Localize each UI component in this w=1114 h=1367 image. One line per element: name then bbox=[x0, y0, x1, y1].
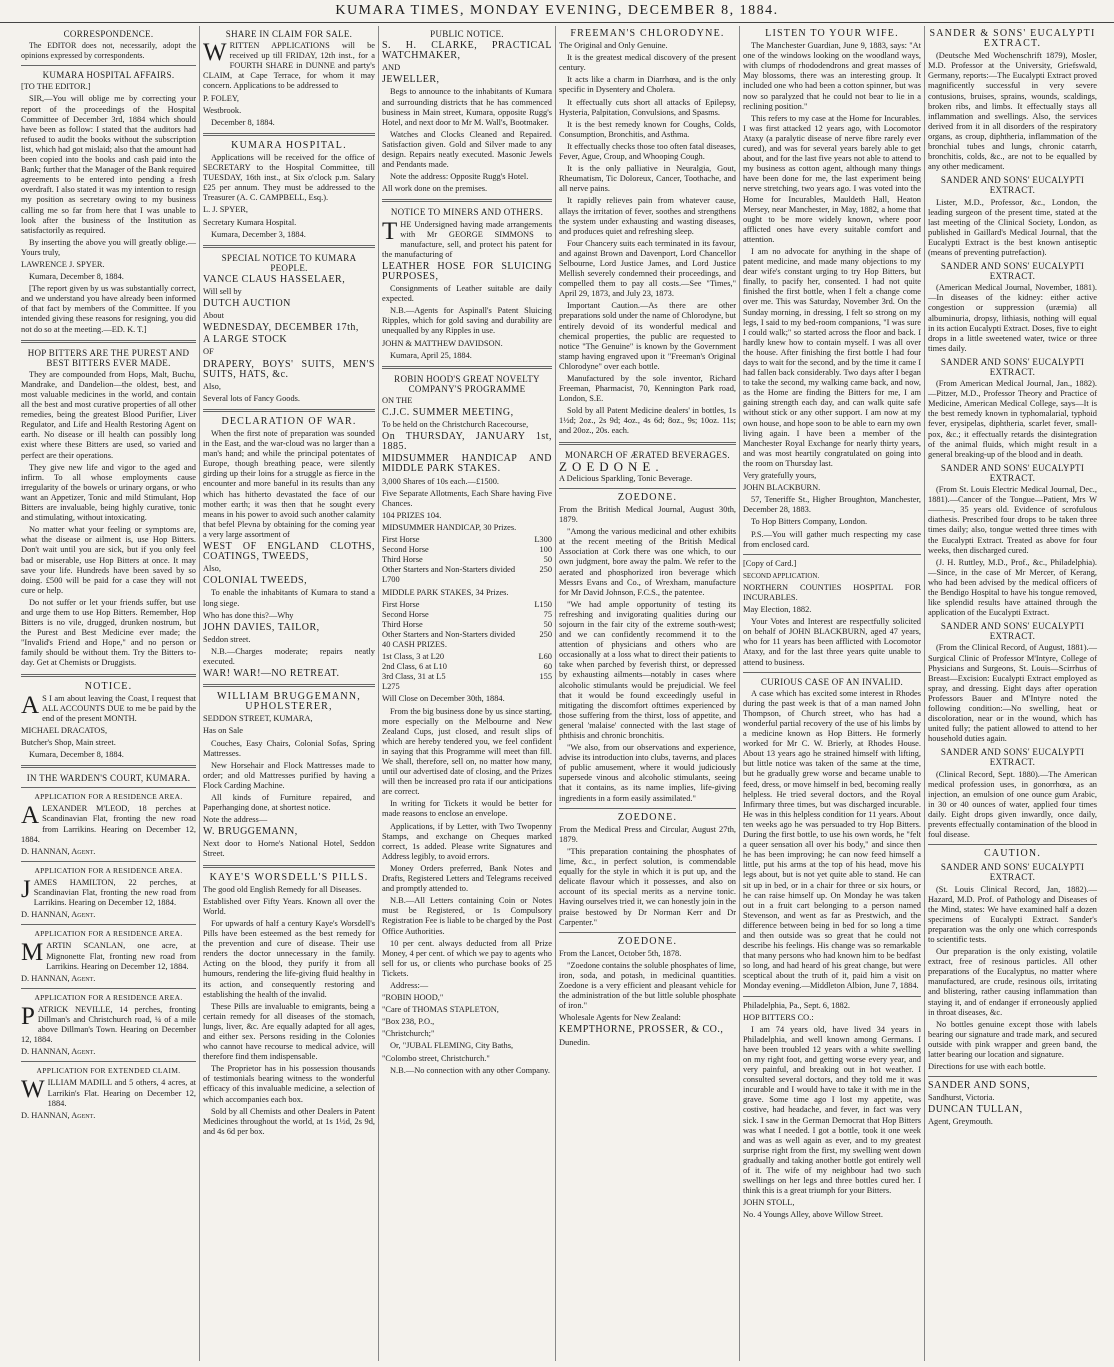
divider bbox=[21, 765, 196, 768]
zoedone-paragraph: "This preparation containing the phosphates of lime, &c., in perfect solution, is commendable equally for the style in which it is put up, and the delicate flavour which it possesses, and also on account of its special merits as a nervine tonic. Having ourselves tried it, we can honestly join in the praise bestowed by Dr Norman Kerr and Dr Carpenter." bbox=[559, 846, 736, 927]
share-sale-heading: SHARE IN CLAIM FOR SALE. bbox=[225, 29, 353, 39]
divider bbox=[928, 1076, 1097, 1077]
application-heading: APPLICATION FOR A RESIDENCE AREA. bbox=[34, 929, 183, 939]
prize-amount: L300 bbox=[534, 535, 552, 545]
robin-address-line: "Christchurch;" bbox=[382, 1029, 435, 1039]
upholsterer-location: Next door to Horne's National Hotel, Seddon Street. bbox=[203, 839, 375, 859]
middle-park-prize-table bbox=[382, 600, 552, 640]
hop-paragraph: They give new life and vigor to the aged and infirm. To all whose employments cause irregularity of the bowels or urinary organs, or who want an Appetizer, Tonic and mild Stimulant, Hop Bitters are invaluable, being highly curative, tonic and stimulating, without intoxicating. bbox=[21, 462, 196, 523]
notice-heading: NOTICE. bbox=[84, 680, 133, 692]
upholsterer-heading: WILLIAM BRUGGEMANN, UPHOLSTERER, bbox=[217, 691, 361, 713]
declaration-war-body: When the first note of preparation was sounded in the East, and the war-cloud was no larger than a man's hand; and while the principal potentates of Europe, though breathing peace, were silently girding up their loins for a struggle as fierce in the encounter and more baneful in its results than any which has hitherto devastated the face of our mother earth; it was then that he sought every means in his power to avoid such another calamity that befel Plevna by obtaining for the coming year a very large assortment of bbox=[203, 429, 375, 539]
kumara-hospital-heading: KUMARA HOSPITAL. bbox=[231, 139, 347, 151]
warden-court-heading: IN THE WARDEN'S COURT, KUMARA. bbox=[26, 773, 191, 784]
notice-name: MICHAEL DRACATOS, bbox=[21, 725, 108, 735]
declaration-war-heading: DECLARATION OF WAR. bbox=[221, 415, 357, 427]
prize-label: Other Starters and Non-Starters divided bbox=[382, 565, 516, 575]
divider bbox=[21, 674, 196, 677]
sander-paragraph: (From American Medical Journal, Jan., 1882).—Pitzer, M.D., Professor Theory and Practice of Medicine, American Medical College, says—It is the best remedy known in typhomalarial, typhoid fever, erysipelas, diphtheria, scarlet fever, small-pox, &c.; it effectually retards the disintegration of the animal fluids, which might result in a general breaking-up of the blood and in death. bbox=[928, 379, 1097, 459]
prize-label: First Horse bbox=[382, 535, 420, 545]
robin-line: Five Separate Allotments, Each Share having Five Chances. bbox=[382, 488, 552, 508]
listen-paragraph: This refers to my case at the Home for Incurables. I was first attacked 12 years ago, with Locomotor Ataxy (a paralytic disease of nerve fibre rarely ever cured), and was for several years barely able to get about, and for the last five years not able to attend to my business as cotton agent, although many things have been done for me, the last experiment being nerve stretching, two years ago. I was voted into the Home for Incurables, Mauldeth Hall, Heaton Mersey, near Manchester, in May, 1882, a home that ought to be more widely known, where poor afflicted ones have every suitable comfort and attention. bbox=[743, 113, 921, 244]
robin-hood-heading: ROBIN HOOD'S GREAT NOVELTY COMPANY'S PROGRAMME bbox=[394, 373, 540, 394]
sander-firm: SANDER AND SONS, bbox=[928, 1080, 1031, 1092]
davidson-date: Kumara, April 25, 1884. bbox=[390, 350, 472, 360]
robin-note: N.B.—No connection with any other Company. bbox=[390, 1065, 550, 1075]
prize-total: L700 bbox=[382, 575, 400, 585]
prize-amount: 50 bbox=[543, 619, 552, 629]
sander-subheading: SANDER AND SONS' EUCALYPTI EXTRACT. bbox=[940, 862, 1085, 883]
public-notice-heading: PUBLIC NOTICE. bbox=[430, 29, 504, 39]
monarch-heading: MONARCH OF ÆRATED BEVERAGES. bbox=[565, 449, 730, 460]
prize-row bbox=[382, 620, 552, 630]
listen-recipient: To Hop Bitters Company, London. bbox=[751, 517, 868, 527]
wholesale-label: Wholesale Agents for New Zealand: bbox=[559, 1013, 681, 1023]
sander-subheading: SANDER AND SONS' EUCALYPTI EXTRACT. bbox=[940, 356, 1085, 377]
upholsterer-body: Couches, Easy Chairs, Colonial Sofas, Spring Mattresses. bbox=[203, 738, 375, 758]
hop-paragraph: No matter what your feeling or symptoms are, what the disease or ailment is, use Hop Bitters. Don't wait until you are sick, but if you only feel bad or miserable, use Hop Bitters at once. It may save your life. Hundreds have been saved by so doing. £500 will be paid for a case they will not cure or help. bbox=[21, 525, 196, 595]
listen-paragraph: I am no advocate for anything in the shape of patent medicine, and made many objections to my dear wife's constant urging to try Hop Bitters, but finally, to pacify her, consented. I had not quite finished the first bottle, when I felt a change come over me. This was Saturday, November 3rd. On the Sunday morning, in dressing, I felt so strong on my legs, I said to my bed-room companions, "I was sure I could walk;" so started across the floor and back. I hardly knew how to contain myself. I was all over the house. After finishing the first bottle I had four days to wait for the second, and by the time it came I had fallen back considerably. Two days after I began to take the second, my walking came back, and now, as the Home are finding the Bitters for me, I am gaining strength each day, and can walk quite safe without stick or any other support. I am now at my own house, and hope soon to be able to earn my own living again. I have been a member of the Manchester Royal Exchange for nearly thirty years, and was most heartily congratulated on going into the room on Thursday last. bbox=[743, 246, 921, 468]
divider bbox=[743, 554, 921, 555]
tailor-name: JOHN DAVIES, TAILOR, bbox=[203, 621, 320, 633]
to-editor: [TO THE EDITOR.] bbox=[21, 82, 91, 92]
column-5 bbox=[739, 26, 924, 1361]
sander-subheading: SANDER AND SONS' EUCALYPTI EXTRACT. bbox=[940, 621, 1085, 642]
application-body: JAMES HAMILTON, 22 perches, at Scandinavian Flat, fronting the new road from Larrikins. Hearing on December 12, 1884. bbox=[21, 875, 196, 908]
cash-prize-table bbox=[382, 652, 552, 692]
hospital-letter: SIR,—You will oblige me by correcting your report of the proceedings of the Hospital Committee of December 3rd, 1884 which should have been as follow: I stated that the auditors had refused to audit the books without the subscription list, which had got mislaid; also that the amount had been copied into the books and cash paid into the Bank; further that the Manager of the Bank required agreements to be entered into pending a fresh overdraft. I also stated it was my intention to resign my position as secretary owing to my business calling me so far from here that I was unable to look after the business of the Institution as satisfactorily as required. bbox=[21, 94, 196, 235]
upholsterer-line: Note the address— bbox=[203, 815, 268, 825]
midsummer-prize-table bbox=[382, 535, 552, 585]
application-body: MARTIN SCANLAN, one acre, at Mignonette Flat, fronting new road from Larrikins. Hearing on December 12, 1884. bbox=[21, 939, 196, 971]
listen-paragraph: The Manchester Guardian, June 9, 1883, says: "At one of the windows looking on the woodland ways, with clumps of rhododendrons and great masses of May blossoms, there was an interesting group. It included one who had been a cotton spinner, but was now so paralyzed that he could not bear to lie in a reclining position." bbox=[743, 41, 921, 111]
application-body: PATRICK NEVILLE, 14 perches, fronting Dillman's and Christchurch road, ¼ of a mile above Dillman's Town. Hearing on December 12, 1884. bbox=[21, 1002, 196, 1045]
column-6 bbox=[924, 26, 1100, 1361]
share-sale-signature: P. FOLEY, bbox=[203, 93, 239, 103]
auction-line: Also, bbox=[203, 381, 221, 391]
divider bbox=[382, 366, 552, 369]
prize-label: 1st Class, 3 at L20 bbox=[382, 652, 445, 662]
prize-label: Second Horse bbox=[382, 545, 429, 555]
upholsterer-body: All kinds of Furniture repaired, and Paperhanging done, at shortest notice. bbox=[203, 793, 375, 813]
philadelphia-signature: JOHN STOLL, bbox=[743, 1198, 795, 1208]
auction-line: OF bbox=[203, 347, 214, 357]
zoedone-source: From the Lancet, October 5th, 1878. bbox=[559, 948, 682, 958]
war-cry: WAR! WAR!—NO RETREAT. bbox=[203, 668, 340, 680]
prize-label: Third Horse bbox=[382, 619, 423, 629]
divider bbox=[203, 245, 375, 248]
divider bbox=[203, 684, 375, 687]
hospital-affairs-heading: KUMARA HOSPITAL AFFAIRS. bbox=[42, 70, 175, 81]
divider bbox=[203, 865, 375, 868]
miners-note: N.B.—Agents for Aspinall's Patent Sluicing Ripples, which for gold saving and durability are unequalled by any Ripples in use. bbox=[382, 306, 552, 336]
upholsterer-name: W. BRUGGEMANN, bbox=[203, 826, 298, 838]
divider bbox=[21, 861, 196, 862]
war-note: N.B.—Charges moderate; repairs neatly executed. bbox=[203, 646, 375, 666]
philadelphia-address: No. 4 Youngs Alley, above Willow Street. bbox=[743, 1210, 883, 1220]
divider bbox=[743, 672, 921, 673]
kaye-pills-heading: KAYE'S WORSDELL'S PILLS. bbox=[209, 871, 369, 883]
kumara-hospital-date: Kumara, December 3, 1884. bbox=[211, 229, 306, 239]
prize-amount: 155 bbox=[539, 672, 552, 682]
prize-row bbox=[382, 662, 552, 672]
robin-meeting: C.J.C. SUMMER MEETING, bbox=[382, 407, 514, 418]
notice-shop: Butcher's Shop, Main street. bbox=[21, 738, 116, 747]
wholesale-agent: KEMPTHORNE, PROSSER, & CO., bbox=[559, 1024, 724, 1036]
sander-paragraph: (J. H. Ruttley, M.D., Prof., &c., Philadelphia).—Since, in the case of Mr Mercer, of Kerang, who had been advised by the medical officers of the Bendigo Hospital to have his tongue removed, like splendid results have attained through the application of the Eucalypti Extract. bbox=[928, 557, 1097, 618]
prize-count: 104 PRIZES 104. bbox=[382, 510, 442, 520]
upholsterer-line: Has on Sale bbox=[203, 726, 244, 736]
column-1 bbox=[18, 26, 199, 1361]
freeman-paragraph: It acts like a charm in Diarrhœa, and is the only specific in Dysentery and Cholera. bbox=[559, 75, 736, 95]
robin-paragraph: Applications, if by Letter, with Two Twopenny Stamps, and exchange on Cheques marked correct, 1s added. Please write Signatures and Address legibly, to avoid errors. bbox=[382, 821, 552, 861]
kumara-hospital-role: Secretary Kumara Hospital. bbox=[203, 217, 297, 227]
auction-line: A LARGE STOCK bbox=[203, 334, 288, 346]
robin-paragraph: N.B.—All Letters containing Coin or Notes must be Registered, or 1s Compulsory Registration Fee is liable to be charged by the Post Office Authorities. bbox=[382, 896, 552, 936]
curious-case-heading: CURIOUS CASE OF AN INVALID. bbox=[760, 676, 904, 687]
freeman-paragraph: It is the best remedy known for Coughs, Colds, Consumption, Bronchitis, and Asthma. bbox=[559, 119, 736, 139]
prize-amount: 60 bbox=[543, 662, 552, 672]
share-sale-body: WRITTEN APPLICATIONS will be received up till FRIDAY, 12th inst., for a FOURTH SHARE in DUNNE and party's CLAIM, at Cape Terrace, for whom it may concern. Applications to be addressed to bbox=[203, 39, 375, 91]
sander-heading: SANDER & SONS' EUCALYPTI EXTRACT. bbox=[929, 28, 1096, 50]
application-heading: APPLICATION FOR A RESIDENCE AREA. bbox=[34, 865, 183, 875]
watchmaker-trade: JEWELLER, bbox=[382, 74, 440, 86]
zoedone-paragraph: "Among the various medicinal and other exhibits at the recent meeting of the British Medical Association at Cork there was one which, to our own judgment, bore away the palm. We refer to the aerated and phosphorized iron beverage which Messrs Evans and Co., of Wrexham, manufacture for Mr David Johnson, F.C.S., the patentee. bbox=[559, 527, 736, 597]
auction-type: DUTCH AUCTION bbox=[203, 298, 291, 310]
watchmaker-line: AND bbox=[382, 63, 401, 73]
divider bbox=[21, 65, 196, 66]
sander-paragraph: (St. Louis Clinical Record, Jan, 1882).—Hazard, M.D. Prof. of Pathology and Diseases of the Mind, states: We have examined half a dozen specimens of Eucalypti Extract. Sander's preparation was the only one which corresponds to scientific tests. bbox=[928, 884, 1097, 944]
auction-goods: DRAPERY, BOYS' SUITS, MEN'S SUITS, HATS, &c. bbox=[203, 358, 375, 380]
hop-bitters-heading: HOP BITTERS ARE THE PUREST AND BEST BITTERS EVER MADE. bbox=[27, 347, 190, 368]
divider bbox=[559, 488, 736, 489]
prize-row bbox=[382, 600, 552, 610]
zoedone-title: ZOEDONE. bbox=[559, 458, 664, 474]
sander-paragraph: (Clinical Record, Sept. 1880).—The American medical profession uses, in gonorrhœa, as an injection, an emulsion of one ounce gum Arabic, in 30 or 40 ounces of water, applied four times daily. Eight drops given inwardly, once daily, prevents effectually contamination of the blood in foul disease. bbox=[928, 769, 1097, 840]
auction-date: WEDNESDAY, DECEMBER 17th, bbox=[203, 322, 359, 334]
freeman-paragraph: It effectually checks those too often fatal diseases, Fever, Ague, Croup, and Whooping Cough. bbox=[559, 141, 736, 162]
prize-amount: 50 bbox=[543, 555, 552, 565]
prize-label: Second Horse bbox=[382, 609, 429, 619]
zoedone-heading: ZOEDONE. bbox=[617, 811, 678, 823]
prize-amount: 250 bbox=[539, 565, 552, 575]
card-body: Your Votes and Interest are respectfully solicited on behalf of JOHN BLACKBURN, aged 47 years, who for 11 years has been afflicted with Locomotor Ataxy, and for the last three years quite unable to attend to business. bbox=[743, 617, 921, 667]
share-sale-date: December 8, 1884. bbox=[211, 117, 275, 127]
freeman-paragraph: It is the greatest medical discovery of the present century. bbox=[559, 53, 736, 73]
notice-date: Kumara, December 8, 1884. bbox=[29, 750, 124, 760]
sander-subheading: SANDER AND SONS' EUCALYPTI EXTRACT. bbox=[940, 175, 1085, 196]
application-agent: D. HANNAN, Agent. bbox=[21, 1110, 96, 1120]
freeman-paragraph: Four Chancery suits each terminated in its favour, and against Brown and Davenport, Lord Chancellor Selbourne, Lord Justice James, and Lord Justice Mellish severely condemned their proceedings, and compelled them to pay all costs.—See "Times," April 29, 1873, and July 23, 1873. bbox=[559, 238, 736, 299]
sander-paragraph: (From St. Louis Electric Medical Journal, Dec., 1881).—Cancer of the Tongue—Patient, Mrs W———, 35 years old. Evidence of scrofulous diathesis. Prescribed four drops to be taken three times daily; also, tongue wetted three times with the Eucalypti Extract. Treated as above for four weeks, then discharged cured. bbox=[928, 485, 1097, 555]
sander-paragraph: (From the Clinical Record, of August, 1881).—Surgical Clinic of Professor M'Intyre, College of Physicians and Surgeons, St. Louis—Scirrhus of Breast—Excision: Eucalypti Extract employed as spray, and dressing. Eight days after operation Professors Bauer and M'Intyre noted the following condition:—No swelling, heat or discoloration, near or in the wound, which has united fully; the patient allowed to attend to her household duties again. bbox=[928, 643, 1097, 744]
hospital-date: Kumara, December 8, 1884. bbox=[29, 272, 124, 282]
divider bbox=[382, 199, 552, 202]
zoedone-source: From the Medical Press and Circular, August 27th, 1879. bbox=[559, 824, 736, 844]
kumara-hospital-signature: L. J. SPYER, bbox=[203, 205, 248, 215]
hospital-signature: LAWRENCE J. SPYER. bbox=[21, 259, 105, 269]
kaye-paragraph: For upwards of half a century Kaye's Worsdell's Pills have been esteemed as the best remedy for the prevention and cure of disease. Their use renders the doctor unnecessary in the family. Acting on the blood, they purify it from all humours, rendering the life-giving fluid healthy in its action, and consequently restoring and establishing the health of the invalid. bbox=[203, 918, 375, 999]
philadelphia-body: I am 74 years old, have lived 34 years in Philadelphia, and well known among Germans. I have been troubled 12 years with a white swelling on my right foot, and getting worse every year, and very painful, and breaking out in hot weather. I consulted several doctors, and they told me it was incurable and I would have to take it with me in the grave. Some time ago I lost my appetite, was costive, had headache, and fever, in fact was very sick. I saw in the German Democrat that Hop Bitters was what I needed. I got a bottle, took it one week and was as well again as ever, and to my greatest surprise right from the first, my swelling went down gradually and taking another bottle got entirely well of it. The wife of my neighbour had two such swellings on her legs and three bottles cured her. I think this is a great triumph for your Bitters. bbox=[743, 1024, 921, 1196]
sander-subheading: SANDER AND SONS' EUCALYPTI EXTRACT. bbox=[940, 261, 1085, 282]
share-sale-place: Westbrook. bbox=[203, 105, 242, 115]
leather-hose: LEATHER HOSE FOR SLUICING PURPOSES, bbox=[382, 260, 552, 282]
prize-amount: L150 bbox=[534, 599, 552, 609]
listen-postscript: P.S.—You will gather much respecting my case from enclosed card. bbox=[743, 529, 921, 549]
prize-amount: L60 bbox=[538, 652, 552, 662]
sander-subheading: SANDER AND SONS' EUCALYPTI EXTRACT. bbox=[940, 747, 1085, 768]
masthead: KUMARA TIMES, MONDAY EVENING, DECEMBER 8, 1884. bbox=[0, 0, 1114, 23]
prize-row bbox=[382, 555, 552, 565]
application-agent: D. HANNAN, Agent. bbox=[21, 846, 96, 856]
divider bbox=[21, 1061, 196, 1062]
listen-address: 57, Teneriffe St., Higher Broughton, Manchester, December 28, 1883. bbox=[743, 495, 921, 515]
miners-notice-body: THE Undersigned having made arrangements with Mr GEORGE SIMMONS to manufacture, sell, and protect his patent for the manufacturing of bbox=[382, 217, 552, 259]
application-heading: APPLICATION FOR A RESIDENCE AREA. bbox=[34, 992, 183, 1002]
robin-address-line: "Care of THOMAS STAPLETON, bbox=[382, 1005, 499, 1015]
sander-subheading: SANDER AND SONS' EUCALYPTI EXTRACT. bbox=[940, 462, 1085, 483]
freeman-paragraph: Manufactured by the sole inventor, Richard Freeman, Pharmacist, 70, Kennington Park road, London, S.E. bbox=[559, 374, 736, 404]
divider bbox=[559, 442, 736, 445]
prize-label: 2nd Class, 6 at L10 bbox=[382, 662, 447, 672]
listen-signature: JOHN BLACKBURN. bbox=[743, 483, 821, 493]
application-body: ALEXANDER M'LEOD, 18 perches at Scandinavian Flat, fronting the new road from Larrikins. Hearing on December 12, 1884. bbox=[21, 802, 196, 844]
kaye-paragraph: These Pills are invaluable to emigrants, being a certain remedy for all diseases of the stomach, lungs, liver, &c. Are equally adapted for all ages, and either sex. Persons residing in the Colonies who cannot have recourse to medical advice, will therefore find them indispensable. bbox=[203, 1001, 375, 1062]
upholsterer-address: SEDDON STREET, KUMARA, bbox=[203, 714, 313, 724]
hop-paragraph: They are compounded from Hops, Malt, Buchu, Mandrake, and Dandelion—the oldest, best, and most valuable medicines in the world, and contain all the best and most curative properties of all other remedies, being the greatest Blood Purifier, Liver Regulator, and Life and Health Restoring Agent on earth. No disease or ill health can possibly long exist where these Bitters are used, so varied and perfect are their operations. bbox=[21, 369, 196, 460]
divider bbox=[21, 787, 196, 788]
watchmaker-note: All work done on the premises. bbox=[382, 184, 488, 194]
zoedone-heading: ZOEDONE. bbox=[617, 491, 678, 503]
robin-address-line: Or, "JUBAL FLEMING, City Baths, bbox=[390, 1041, 514, 1051]
application-body: WILLIAM MADILL and 5 others, 4 acres, at Larrikin's Flat. Hearing on December 12, 1884. bbox=[21, 1076, 196, 1108]
prize-row bbox=[382, 652, 552, 662]
robin-races: MIDSUMMER HANDICAP AND MIDDLE PARK STAKES. bbox=[382, 453, 552, 475]
divider bbox=[559, 932, 736, 933]
robin-close-date: Will Close on December 30th, 1884. bbox=[382, 694, 505, 704]
prize-amount: 75 bbox=[543, 609, 552, 619]
prize-label: Third Horse bbox=[382, 555, 423, 565]
robin-paragraph: From the big business done by us since starting, more especially on the Melbourne and New Zealand Cups, just closed, and result slips of which are hereby tendered you, we feel confident in saying that this Programme will meet than fill. We shall, therefore, sell on, no matter how many, until our advertised date of closing, and the Prizes will then be increased pro rata if our anticipations are correct. bbox=[382, 706, 552, 797]
sander-paragraph: Lister, M.D., Professor, &c., London, the leading surgeon of the present time, stated at the last meeting of the Clinical Society, London, as published in Gaillard's Medical Journal, that the Eucalypti Extract is the best known antiseptic (means of preventing putrefaction). bbox=[928, 197, 1097, 257]
auction-vendor: VANCE CLAUS HASSELAER, bbox=[203, 273, 346, 285]
freeman-paragraph: It effectually cuts short all attacks of Epilepsy, Hysteria, Palpitation, Convulsions, and Spasms. bbox=[559, 97, 736, 117]
prize-row bbox=[382, 630, 552, 640]
zoedone-subtitle: A Delicious Sparkling, Tonic Beverage. bbox=[559, 473, 693, 483]
divider bbox=[21, 988, 196, 989]
correspondence-heading: CORRESPONDENCE. bbox=[63, 29, 154, 39]
wholesale-city: Dunedin. bbox=[559, 1037, 590, 1047]
freeman-subtitle: The Original and Only Genuine. bbox=[559, 41, 668, 51]
application-agent: D. HANNAN, Agent. bbox=[21, 973, 96, 983]
robin-shares: 3,000 Shares of 10s each.—£1500. bbox=[382, 476, 499, 486]
special-notice-heading: SPECIAL NOTICE TO KUMARA PEOPLE. bbox=[221, 252, 357, 273]
watchmaker-body: Begs to announce to the inhabitants of Kumara and surrounding districts that he has commenced business in Main street, Kumara, opposite Rugg's Hotel, and next door to Mr M. Wall's, Bootmaker. bbox=[382, 87, 552, 127]
auction-line: About bbox=[203, 311, 224, 321]
war-goods: WEST OF ENGLAND CLOTHS, COATINGS, TWEEDS, bbox=[203, 541, 375, 563]
zoedone-heading: ZOEDONE. bbox=[617, 935, 678, 947]
prize-row bbox=[382, 535, 552, 545]
sander-paragraph: (Deutsche Med Wochenschrift 1879), Mosler, M.D. Professor at the University, Griefswald, Germany, reports:—The Eucalypti Extract proved magnificently successful in very severe contusions, bruises, sprains, wounds, scaldings, broken ribs, and limbs. It effectually stays all inflammation and swellings. Also, the services derived from it in all disorders of the respiratory organs, as croup, diphtheria, inflammation of the bronchial tubes and lungs, chronic catarrh, bronchitis, colds, &c., are not to be equalled by any other medicament. bbox=[928, 51, 1097, 172]
divider bbox=[203, 133, 375, 136]
robin-address-line: "Colombo street, Christchurch." bbox=[382, 1053, 490, 1063]
sander-paragraph: Our preparation is the only existing, volatile extract, free of resinous particles. All other preparations of the Eucalyptus, no matter where manufactured, are crude, resinous oils, irritating and blistering, rather causing inflammation than staying it, and of endanger if erroneously applied in throat diseases, &c. bbox=[928, 947, 1097, 1017]
prize-group-heading: MIDDLE PARK STAKES, 34 Prizes. bbox=[382, 587, 509, 597]
kaye-subtitle: The good old English Remedy for all Diseases. bbox=[203, 884, 362, 894]
philadelphia-dateline: Philadelphia, Pa., Sept. 6, 1882. bbox=[743, 1000, 851, 1010]
miners-notice-heading: NOTICE TO MINERS AND OTHERS. bbox=[390, 207, 544, 218]
prize-amount: 250 bbox=[539, 629, 552, 639]
auction-line: Will sell by bbox=[203, 286, 242, 296]
prize-group-heading: 40 CASH PRIZES. bbox=[382, 639, 447, 649]
freeman-heading: FREEMAN'S CHLORODYNE. bbox=[570, 28, 725, 39]
application-heading: APPLICATION FOR A RESIDENCE AREA. bbox=[34, 792, 183, 802]
application-heading: APPLICATION FOR EXTENDED CLAIM. bbox=[36, 1066, 181, 1076]
robin-line: ON THE bbox=[382, 395, 413, 405]
zoedone-paragraph: "We had ample opportunity of testing its refreshing and invigorating qualities during our sojourn in the fair city of the extreme south-west; and we can confidently recommend it to the attention of physicians and others who are occasionally at a loss what to direct their patients to take when parched by feverish thirst, or depressed by exhausting ailments—notably in cases where alcoholic stimulants would be prejudicial. We feel that it would be found exceedingly useful in mitigating the discomfort ofttimes experienced by those suffering from the thirst, loss of appetite, and general 'malaise' connected with the last stage of phthisis and chronic bronchitis. bbox=[559, 599, 736, 740]
agent-name: DUNCAN TULLAN, bbox=[928, 1104, 1023, 1116]
divider bbox=[203, 409, 375, 412]
prize-total: L275 bbox=[382, 682, 400, 692]
freeman-paragraph: Sold by all Patent Medicine dealers' in bottles, 1s 1½d; 2oz., 2s 9d; 4oz., 4s 6d; 8oz., 9s; 10oz. 11s; and 20oz., 20s. each. bbox=[559, 406, 736, 436]
card-hospital: NORTHERN COUNTIES HOSPITAL FOR INCURABLES. bbox=[743, 582, 921, 602]
divider bbox=[743, 996, 921, 997]
robin-date: On THURSDAY, JANUARY 1st, 1885. bbox=[382, 431, 552, 453]
prize-row bbox=[382, 545, 552, 555]
robin-address-label: Address:— bbox=[390, 980, 429, 990]
freeman-paragraph: It is the only palliative in Neuralgia, Gout, Rheumatism, Tic Doloreux, Cancer, Toothache, and all nerve pains. bbox=[559, 164, 736, 194]
kumara-hospital-body: Applications will be received for the office of SECRETARY to the Hospital Committee, till TUESDAY, 16th inst., at Six o'clock p.m. Salary £25 per annum. They must be addressed to the Treasurer (A. C. CAMPBELL, Esq.). bbox=[203, 152, 375, 203]
kaye-paragraph: Sold by all Chemists and other Dealers in Patent Medicines throughout the world, at 1s 1½d, 2s 9d, and 4s 6d per box. bbox=[203, 1106, 375, 1136]
davidson-signature: JOHN & MATTHEW DAVIDSON. bbox=[382, 338, 503, 348]
war-line: Who has done this?—Why bbox=[203, 610, 294, 620]
miners-consignment: Consignments of Leather suitable are daily expected. bbox=[382, 284, 552, 304]
robin-paragraph: 10 per cent. always deducted from all Prize Money, 4 per cent. of which we pay to agents who sell for us, or clients who purchase books of 25 Tickets. bbox=[382, 938, 552, 978]
column-2 bbox=[199, 26, 378, 1361]
listen-closing: Very gratefully yours, bbox=[743, 471, 817, 481]
tailor-address: Seddon street. bbox=[203, 634, 251, 644]
editor-note: The EDITOR does not, necessarily, adopt the opinions expressed by correspondents. bbox=[21, 41, 196, 61]
freeman-paragraph: It rapidly relieves pain from whatever cause, allays the irritation of fever, soothes and strengthens the system under exhausting and wasting diseases, and produces quiet and refreshing sleep. bbox=[559, 196, 736, 236]
zoedone-paragraph: "We also, from our observations and experience, advise its introduction into clubs, taverns, and places of public amusement, where it would judiciously supersede vinous and alcoholic stimulants, seeing that it contains, as its name implies, life-giving ingredients in a form easily assimilated." bbox=[559, 743, 736, 803]
editor-reply: [The report given by us was substantially correct, and we understand you have already been informed of that fact by members of the Committee. If you intended giving these reasons for resigning, you did not do so at the meeting.—ED. K. T.] bbox=[21, 284, 196, 334]
robin-line: To be held on the Christchurch Racecourse, bbox=[382, 420, 529, 430]
application-agent: D. HANNAN, Agent. bbox=[21, 910, 96, 920]
prize-row bbox=[382, 672, 552, 682]
divider bbox=[21, 924, 196, 925]
robin-paragraph: In writing for Tickets it would be better for made reasons to enclose an envelope. bbox=[382, 799, 552, 819]
application-agent: D. HANNAN, Agent. bbox=[21, 1047, 96, 1057]
robin-address-line: "Box 238, P.O., bbox=[382, 1017, 435, 1027]
prize-label: First Horse bbox=[382, 599, 420, 609]
philadelphia-salutation: HOP BITTERS CO.: bbox=[743, 1012, 814, 1022]
watchmaker-body: Watches and Clocks Cleaned and Repaired. Satisfaction given. Gold and Silver made to any design. Repairs neatly executed. Masonic Jewels and Pendants made. bbox=[382, 129, 552, 170]
divider bbox=[21, 340, 196, 343]
prize-group-heading: MIDSUMMER HANDICAP, 30 Prizes. bbox=[382, 522, 517, 532]
card-line: SECOND APPLICATION. bbox=[743, 571, 820, 580]
kaye-established: Established over Fifty Years. Known all over the World. bbox=[203, 896, 375, 916]
sander-directions: Directions for use with each bottle. bbox=[928, 1062, 1046, 1072]
auction-line: Several lots of Fancy Goods. bbox=[203, 393, 300, 403]
card-label: [Copy of Card.] bbox=[743, 558, 797, 568]
curious-case-body: A case which has excited some interest in Rhodes during the past week is that of a man named John Thompson, of Church street, who has had a wonderful partial recovery of the use of his limbs by a medicine known as Hop Bitters. He formerly worked for Mr C. W. Brierly, at Rhodes House. About 13 years ago he strained himself with lifting, but little notice was taken of the same at the time, but he gradually grew worse and became unable to feed, dress, or move himself in bed, becoming really helpless. He tried several doctors, and the Royal Infirmary three times, but was discharged incurable. He was in this helpless condition for 11 years. About ten weeks ago he was persuaded to try Hop Bitters. During the first bottle, to use his own words, he "felt a queer sensation all over his body," and since then he has been improving; he can now feed himself a little, put his arms at the top of his head, move his legs about, but is not yet quite able to stand. He can sit up in bed, or in a chair for three or six hours, or he can raise himself up. On Monday he was taken out in a fruit cart belonging to a person named Stevenson, and went as far as Prestwich, and the difference between being in bed for so long a time and then outside was so great that he could not describe his feelings. His change was so remarkable that many persons who had known him to be bedfast so long, and had heard of his great change, but were sceptical about the truth of it, paid him a visit on Monday evening.—Middleton Albion, June 7, 1884. bbox=[743, 688, 921, 991]
sander-paragraph: No bottles genuine except those with labels bearing our signature and trade mark, and secured outside with pink wrapper and green band, the latter bearing our location and signature. bbox=[928, 1019, 1097, 1059]
watchmaker-name: S. H. CLARKE, PRACTICAL WATCHMAKER, bbox=[382, 40, 552, 62]
freeman-paragraph: Important Caution.—As there are other preparations sold under the name of Chlorodyne, but entirely devoid of its wonderful medical and chemical properties, the public are requested to notice "The Genuine" is known by the Government stamp having engraved upon it "Freeman's Original Chlorodyne" over each bottle. bbox=[559, 301, 736, 371]
divider bbox=[559, 808, 736, 809]
column-4 bbox=[555, 26, 739, 1361]
prize-row bbox=[382, 610, 552, 620]
prize-row bbox=[382, 565, 552, 575]
card-election: May Election, 1882. bbox=[743, 605, 812, 615]
divider bbox=[928, 844, 1097, 845]
zoedone-source: From the British Medical Journal, August 30th, 1879. bbox=[559, 504, 736, 525]
robin-paragraph: Money Orders preferred, Bank Notes and Drafts, Registered Letters and Telegrams received and promptly attended to. bbox=[382, 863, 552, 894]
hop-paragraph: Do not suffer or let your friends suffer, but use and urge them to use Hop Bitters. Remember, Hop Bitters is no vile, drugged, drunken nostrum, but the Purest and Best Medicine ever made; the "Invalid's Friend and Hope," and no person or family should be without them. Try the Bitters to-day. Get at Chemists or Druggists. bbox=[21, 597, 196, 668]
caution-heading: CAUTION. bbox=[983, 848, 1042, 860]
listen-wife-heading: LISTEN TO YOUR WIFE. bbox=[765, 28, 899, 39]
robin-address-line: "ROBIN HOOD," bbox=[382, 993, 444, 1003]
hospital-thanks: By inserting the above you will greatly oblige.—Yours truly, bbox=[21, 237, 196, 257]
prize-amount: 100 bbox=[539, 545, 552, 555]
kaye-paragraph: The Proprietor has in his possession thousands of testimonials bearing witness to the wonderful efficacy of this invaluable medicine, a selection of which accompanies each box. bbox=[203, 1064, 375, 1104]
sander-location: Sandhurst, Victoria. bbox=[928, 1093, 995, 1103]
upholsterer-body: New Horsehair and Flock Mattresses made to order; and old Mattresses purified by having a Flock Carding Machine. bbox=[203, 760, 375, 790]
watchmaker-note: Note the address: Opposite Rugg's Hotel. bbox=[390, 172, 529, 182]
prize-label: Other Starters and Non-Starters divided bbox=[382, 629, 516, 639]
war-goods: COLONIAL TWEEDS, bbox=[203, 575, 308, 587]
sander-paragraph: (American Medical Journal, November, 1881).—In diseases of the kidney: either active congestion or suppression (uræmia) all albuminuria, dropsy, lithiasis, nothing will equal in its action Eucalypti Extract. Doses, five to eight drops in a little sweetened water, twice or three times daily. bbox=[928, 283, 1097, 353]
notice-body: AS I am about leaving the Coast, I request that ALL ACCOUNTS DUE to me be paid by the end of the present MONTH. bbox=[21, 691, 196, 723]
column-3 bbox=[378, 26, 555, 1361]
war-line: Also, bbox=[203, 564, 221, 574]
prize-label: 3rd Class, 31 at L5 bbox=[382, 672, 446, 682]
war-line: To enable the inhabitants of Kumara to stand a long siege. bbox=[203, 588, 375, 608]
agent-location: Agent, Greymouth. bbox=[928, 1117, 993, 1127]
zoedone-paragraph: "Zoedone contains the soluble phosphates of lime, iron, soda, and potash, in medicinal quantities. Zoedone is a very efficient and pleasant vehicle for the administration of the but little soluble phosphate of iron." bbox=[559, 960, 736, 1011]
